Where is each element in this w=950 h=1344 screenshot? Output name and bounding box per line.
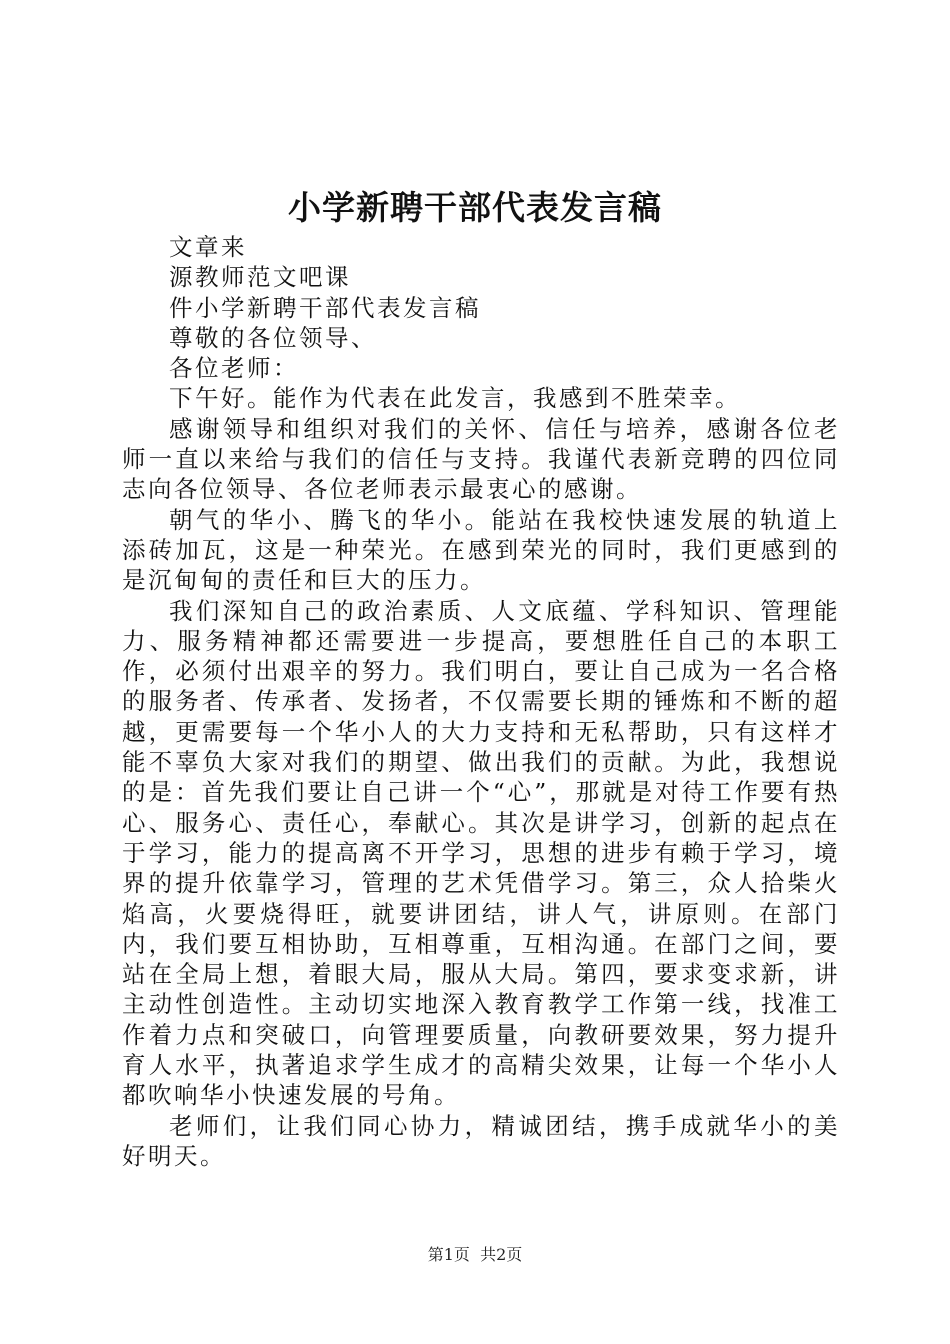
paragraph-salutation-teachers: 各位老师： [169,354,299,383]
paragraph-thanks: 感谢领导和组织对我们的关怀、信任与培养，感谢各位老师一直以来给与我们的信任与支持。我谨代表新竞聘的四位同志向各位领导、各位老师表示最衷心的感谢。 [122,414,840,504]
document-body [122,232,840,1171]
paragraph-main: 我们深知自己的政治素质、人文底蕴、学科知识、管理能力、服务精神都还需要进一步提高，要想胜任自己的本职工作，必须付出艰辛的努力。我们明白，要让自己成为一名合格的服务者、传承者、发扬者，不仅需要长期的锤炼和不断的超越，更需要每一个华小人的大力支持和无私帮助，只有这样才能不辜负大家对我们的期望、做出我们的贡献。为此，我想说的是：首先我们要让自己讲一个“心”，那就是对待工作要有热心、服务心、责任心，奉献心。其次是讲学习，创新的起点在于学习，能力的提高离不开学习，思想的进步有赖于学习，境界的提升依靠学习，管理的艺术凭借学习。第三，众人拾柴火焰高，火要烧得旺，就要讲团结，讲人气，讲原则。在部门内，我们要互相协助，互相尊重，互相沟通。在部门之间，要站在全局上想，着眼大局，服从大局。第四，要求变求新，讲主动性创造性。主动切实地深入教育教学工作第一线，找准工作着力点和突破口，向管理要质量，向教研要效果，努力提升育人水平，执著追求学生成才的高精尖效果，让每一个华小人都吹响华小快速发展的号角。 [122,596,840,1110]
paragraph-closing: 老师们，让我们同心协力，精诚团结，携手成就华小的美好明天。 [122,1111,840,1170]
paragraph-source-1: 文章来 [169,233,247,261]
paragraph-salutation-leaders: 尊敬的各位领导、 [169,323,377,352]
paragraph-greeting: 下午好。能作为代表在此发言，我感到不胜荣幸。 [169,384,741,413]
page-number: 第1页 共2页 [427,1245,523,1264]
page-footer [0,1244,950,1266]
paragraph-source-2: 源教师范文吧课 [169,263,351,292]
document-title: 小学新聘干部代表发言稿 [288,188,662,227]
paragraph-honor: 朝气的华小、腾飞的华小。能站在我校快速发展的轨道上添砖加瓦，这是一种荣光。在感到荣光的同时，我们更感到的是沉甸甸的责任和巨大的压力。 [122,505,840,595]
paragraph-source-3: 件小学新聘干部代表发言稿 [169,293,481,322]
